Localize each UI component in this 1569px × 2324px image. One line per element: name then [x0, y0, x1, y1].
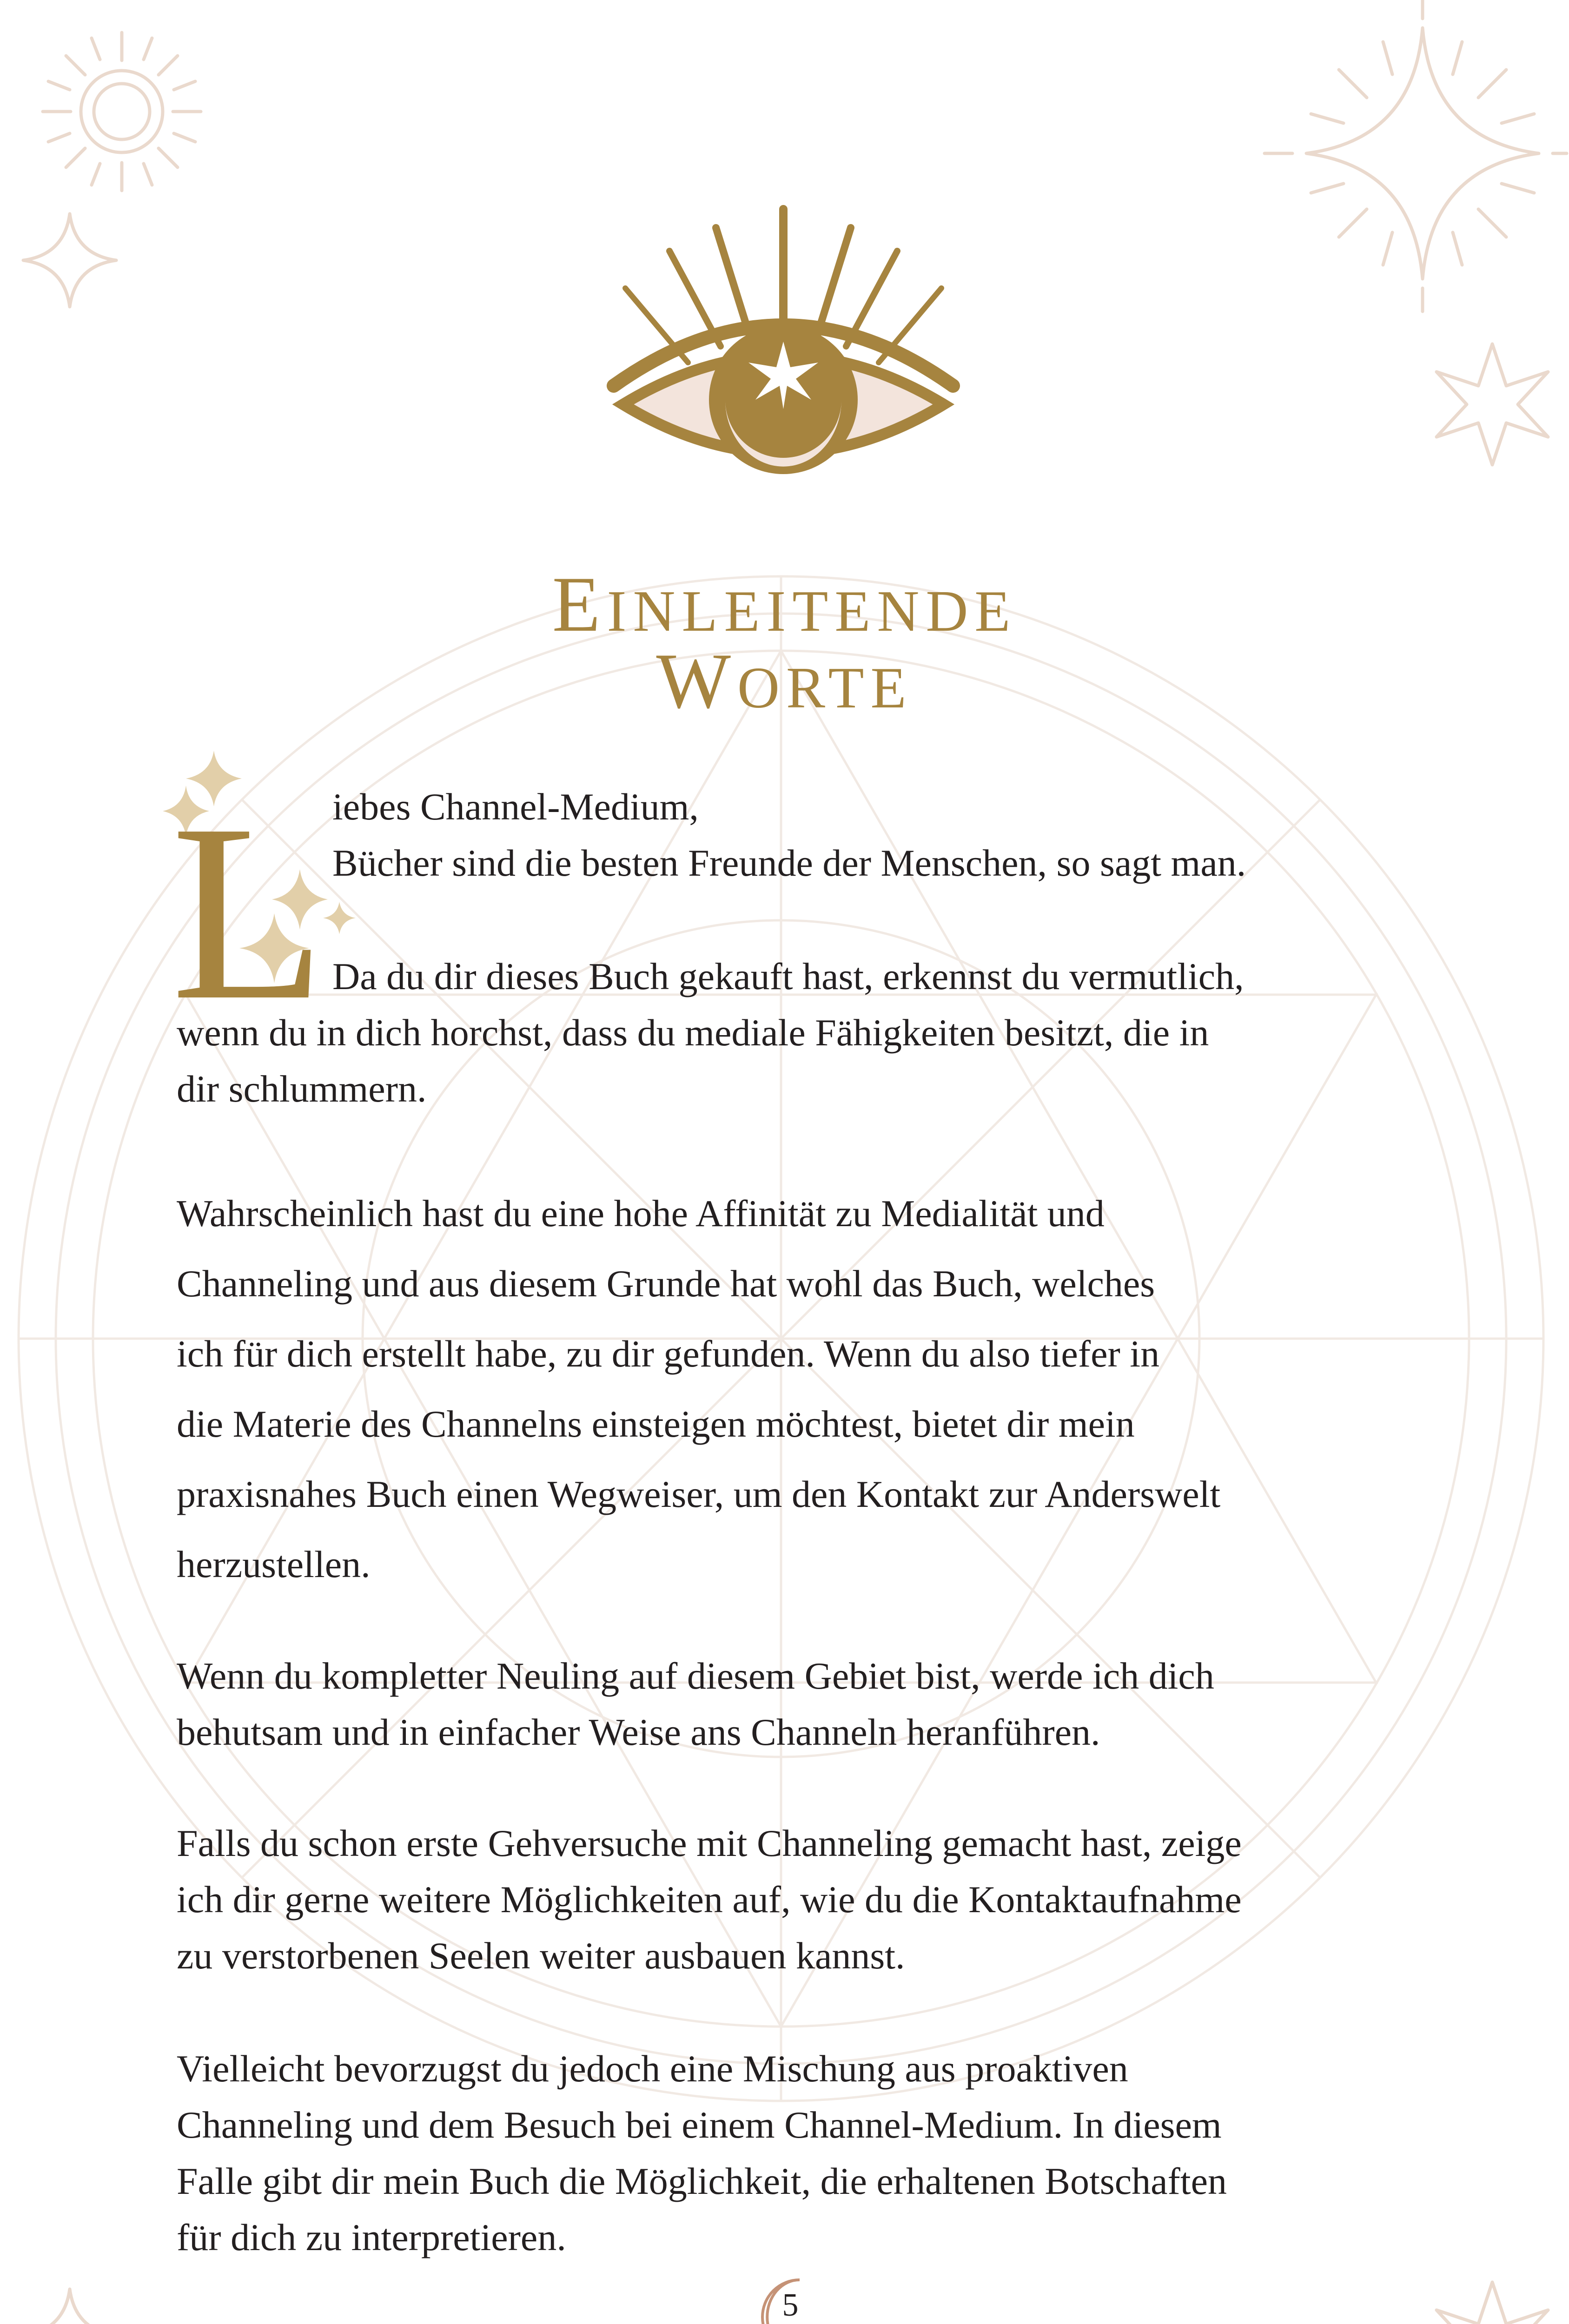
paragraph-line: die Materie des Channelns einsteigen möchtest, bietet dir mein — [177, 1403, 1135, 1445]
page-number: 5 — [782, 2287, 799, 2323]
paragraph-line: wenn du in dich horchst, dass du mediale Fähigkeiten besitzt, die in — [177, 1011, 1209, 1054]
paragraph-line: Vielleicht bevorzugst du jedoch eine Mischung aus proaktiven — [177, 2047, 1128, 2090]
paragraph-line: Channeling und dem Besuch bei einem Channel-Medium. In diesem — [177, 2104, 1222, 2146]
paragraph-line: ich dir gerne weitere Möglichkeiten auf, wie du die Kontaktaufnahme — [177, 1878, 1242, 1921]
title-rest: INLEITENDE — [607, 579, 1017, 644]
paragraph-line: behutsam und in einfacher Weise ans Channeln heranführen. — [177, 1711, 1100, 1753]
paragraph-line: Wahrscheinlich hast du eine hohe Affinität zu Medialität und — [177, 1192, 1105, 1235]
paragraph-line: Falls du schon erste Gehversuche mit Channeling gemacht hast, zeige — [177, 1822, 1242, 1864]
paragraph-line: Wenn du kompletter Neuling auf diesem Gebiet bist, werde ich dich — [177, 1655, 1214, 1697]
paragraph-line: Falle gibt dir mein Buch die Möglichkeit, die erhaltenen Botschaften — [177, 2160, 1227, 2202]
paragraph-line: herzustellen. — [177, 1543, 371, 1585]
paragraph-line: Channeling und aus diesem Grunde hat wohl das Buch, welches — [177, 1262, 1155, 1305]
intro-line: Bücher sind die besten Freunde der Menschen, so sagt man. — [332, 842, 1246, 884]
title-initial: E — [552, 561, 607, 648]
paragraph-line: für dich zu interpretieren. — [177, 2216, 566, 2258]
drop-cap: L — [171, 772, 326, 1052]
salutation: iebes Channel-Medium, — [332, 786, 699, 828]
paragraph-line: zu verstorbenen Seelen weiter ausbauen kannst. — [177, 1934, 905, 1977]
title-initial: W — [656, 637, 738, 725]
title-rest: ORTE — [737, 656, 913, 720]
paragraph-line: praxisnahes Buch einen Wegweiser, um den Kontakt zur Anderswelt — [177, 1473, 1221, 1515]
paragraph-line: ich für dich erstellt habe, zu dir gefunden. Wenn du also tiefer in — [177, 1333, 1160, 1375]
paragraph-line: Da du dir dieses Buch gekauft hast, erkennst du vermutlich, — [332, 955, 1244, 997]
paragraph-line: dir schlummern. — [177, 1068, 427, 1110]
